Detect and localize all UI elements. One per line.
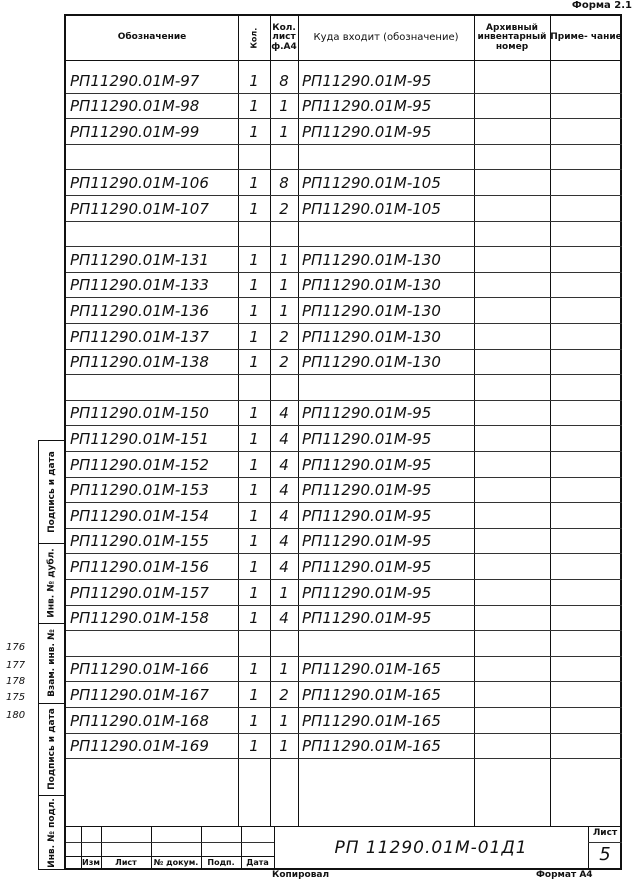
where-used-cell: РП11290.01М-105 — [302, 173, 441, 192]
designation-cell: РП11290.01М-138 — [70, 353, 209, 372]
qty-cell: 1 — [249, 429, 259, 448]
sheets-cell: 4 — [279, 481, 289, 500]
margin-note: 177 — [6, 660, 26, 671]
designation-cell: РП11290.01М-150 — [70, 404, 209, 423]
sidebar-label: Взам. инв. № — [47, 629, 58, 697]
qty-cell: 1 — [249, 301, 259, 320]
qty-cell: 1 — [249, 660, 259, 679]
where-used-cell: РП11290.01М-130 — [302, 327, 441, 346]
qty-cell: 1 — [249, 199, 259, 218]
col-izm: Изм — [82, 858, 100, 867]
qty-cell: 1 — [249, 711, 259, 730]
document-code: РП 11290.01М-01Д1 — [334, 838, 528, 858]
sheets-cell: 4 — [279, 429, 289, 448]
designation-cell: РП11290.01М-136 — [70, 301, 209, 320]
sheets-cell: 1 — [279, 711, 289, 730]
sheets-cell — [270, 145, 298, 170]
sheets-cell: 4 — [279, 404, 289, 423]
qty-cell: 1 — [249, 353, 259, 372]
qty-cell: 1 — [249, 737, 259, 756]
designation-cell: РП11290.01М-153 — [70, 481, 209, 500]
col-list: Лист — [115, 858, 137, 867]
designation-cell: РП11290.01М-107 — [70, 199, 209, 218]
sidebar-label: Подпись и дата — [47, 451, 57, 533]
where-used-cell: РП11290.01М-95 — [302, 404, 432, 423]
sheets-cell: 8 — [279, 173, 289, 192]
designation-cell: РП11290.01М-99 — [70, 122, 200, 141]
designation-cell: РП11290.01М-155 — [70, 532, 209, 551]
qty-cell — [238, 631, 270, 656]
where-used-cell — [302, 631, 472, 656]
header-where-used: Куда входит (обозначение) — [313, 31, 459, 43]
qty-cell — [238, 222, 270, 247]
sheets-cell: 1 — [279, 250, 289, 269]
designation-cell — [70, 631, 236, 656]
designation-cell: РП11290.01М-154 — [70, 506, 209, 525]
designation-cell: РП11290.01М-156 — [70, 557, 209, 576]
designation-cell: РП11290.01М-131 — [70, 250, 209, 269]
qty-cell: 1 — [249, 71, 259, 90]
footer-copied: Копировал — [272, 870, 330, 880]
header-note: Приме- чание — [550, 32, 622, 43]
designation-cell: РП11290.01М-168 — [70, 711, 209, 730]
where-used-cell: РП11290.01М-95 — [302, 481, 432, 500]
form-label: Форма 2.1 — [571, 0, 632, 11]
designation-cell: РП11290.01М-151 — [70, 429, 209, 448]
where-used-cell: РП11290.01М-95 — [302, 455, 432, 474]
qty-cell: 1 — [249, 506, 259, 525]
where-used-cell: РП11290.01М-130 — [302, 353, 441, 372]
qty-cell: 1 — [249, 583, 259, 602]
sheet-label: Лист — [592, 828, 618, 838]
sheets-cell — [270, 222, 298, 247]
qty-cell: 1 — [249, 609, 259, 628]
header-sheets: Кол. лист ф.А4 — [271, 22, 297, 52]
sidebar-label: Инв. № подл. — [47, 798, 58, 868]
designation-cell: РП11290.01М-169 — [70, 737, 209, 756]
qty-cell: 1 — [249, 532, 259, 551]
designation-cell: РП11290.01М-98 — [70, 97, 200, 116]
qty-cell — [238, 375, 270, 400]
qty-cell — [238, 145, 270, 170]
margin-note: 180 — [6, 710, 26, 721]
designation-cell: РП11290.01М-97 — [70, 71, 200, 90]
qty-cell: 1 — [249, 685, 259, 704]
where-used-cell — [302, 222, 472, 247]
designation-cell: РП11290.01М-137 — [70, 327, 209, 346]
sheets-cell: 4 — [279, 609, 289, 628]
qty-cell: 1 — [249, 97, 259, 116]
col-date: Дата — [246, 858, 269, 867]
where-used-cell: РП11290.01М-165 — [302, 737, 441, 756]
where-used-cell: РП11290.01М-130 — [302, 250, 441, 269]
sheets-cell: 1 — [279, 660, 289, 679]
where-used-cell: РП11290.01М-95 — [302, 506, 432, 525]
where-used-cell: РП11290.01М-95 — [302, 557, 432, 576]
where-used-cell: РП11290.01М-165 — [302, 685, 441, 704]
margin-note: 178 — [6, 676, 26, 687]
where-used-cell: РП11290.01М-95 — [302, 71, 432, 90]
sheets-cell: 1 — [279, 737, 289, 756]
sheets-cell: 4 — [279, 455, 289, 474]
sheets-cell: 1 — [279, 583, 289, 602]
where-used-cell: РП11290.01М-165 — [302, 660, 441, 679]
designation-cell: РП11290.01М-157 — [70, 583, 209, 602]
designation-cell — [70, 145, 236, 170]
sheets-cell: 2 — [279, 685, 289, 704]
qty-cell: 1 — [249, 455, 259, 474]
sheets-cell: 1 — [279, 97, 289, 116]
where-used-cell: РП11290.01М-95 — [302, 532, 432, 551]
where-used-cell: РП11290.01М-95 — [302, 583, 432, 602]
header-archive: Архивный инвентарный номер — [477, 22, 547, 52]
where-used-cell: РП11290.01М-95 — [302, 122, 432, 141]
where-used-cell: РП11290.01М-130 — [302, 301, 441, 320]
where-used-cell: РП11290.01М-95 — [302, 609, 432, 628]
header-qty: Кол. — [248, 27, 258, 49]
designation-cell: РП11290.01М-106 — [70, 173, 209, 192]
revision-block — [66, 826, 274, 870]
sheets-cell: 4 — [279, 532, 289, 551]
qty-cell: 1 — [249, 557, 259, 576]
col-doc: № докум. — [153, 858, 199, 867]
sheets-cell: 2 — [279, 327, 289, 346]
where-used-cell: РП11290.01М-165 — [302, 711, 441, 730]
where-used-cell: РП11290.01М-130 — [302, 276, 441, 295]
sheets-cell: 1 — [279, 301, 289, 320]
qty-cell: 1 — [249, 173, 259, 192]
sheets-cell: 2 — [279, 353, 289, 372]
designation-cell — [70, 375, 236, 400]
footer-format: Формат А4 — [536, 870, 593, 880]
designation-cell: РП11290.01М-167 — [70, 685, 209, 704]
designation-cell: РП11290.01М-166 — [70, 660, 209, 679]
where-used-cell — [302, 145, 472, 170]
qty-cell: 1 — [249, 327, 259, 346]
designation-cell: РП11290.01М-152 — [70, 455, 209, 474]
designation-cell: РП11290.01М-158 — [70, 609, 209, 628]
approval-sidebar — [38, 440, 64, 870]
where-used-cell — [302, 375, 472, 400]
sheet-number: 5 — [599, 844, 611, 865]
designation-cell: РП11290.01М-133 — [70, 276, 209, 295]
qty-cell: 1 — [249, 250, 259, 269]
sheets-cell — [270, 375, 298, 400]
sheets-cell: 2 — [279, 199, 289, 218]
margin-note: 175 — [6, 692, 26, 703]
sheets-cell: 4 — [279, 506, 289, 525]
document-frame — [64, 14, 622, 870]
sidebar-label: Подпись и дата — [47, 708, 57, 790]
where-used-cell: РП11290.01М-95 — [302, 97, 432, 116]
qty-cell: 1 — [249, 481, 259, 500]
qty-cell: 1 — [249, 404, 259, 423]
where-used-cell: РП11290.01М-105 — [302, 199, 441, 218]
margin-note: 176 — [6, 642, 26, 653]
sheets-cell: 4 — [279, 557, 289, 576]
where-used-cell: РП11290.01М-95 — [302, 429, 432, 448]
sheets-cell: 8 — [279, 71, 289, 90]
col-sign: Подп. — [207, 858, 235, 867]
sheets-cell — [270, 631, 298, 656]
qty-cell: 1 — [249, 122, 259, 141]
sidebar-label: Инв. № дубл. — [47, 548, 58, 618]
header-designation: Обозначение — [117, 32, 187, 43]
designation-cell — [70, 222, 236, 247]
qty-cell: 1 — [249, 276, 259, 295]
sheets-cell: 1 — [279, 122, 289, 141]
sheets-cell: 1 — [279, 276, 289, 295]
